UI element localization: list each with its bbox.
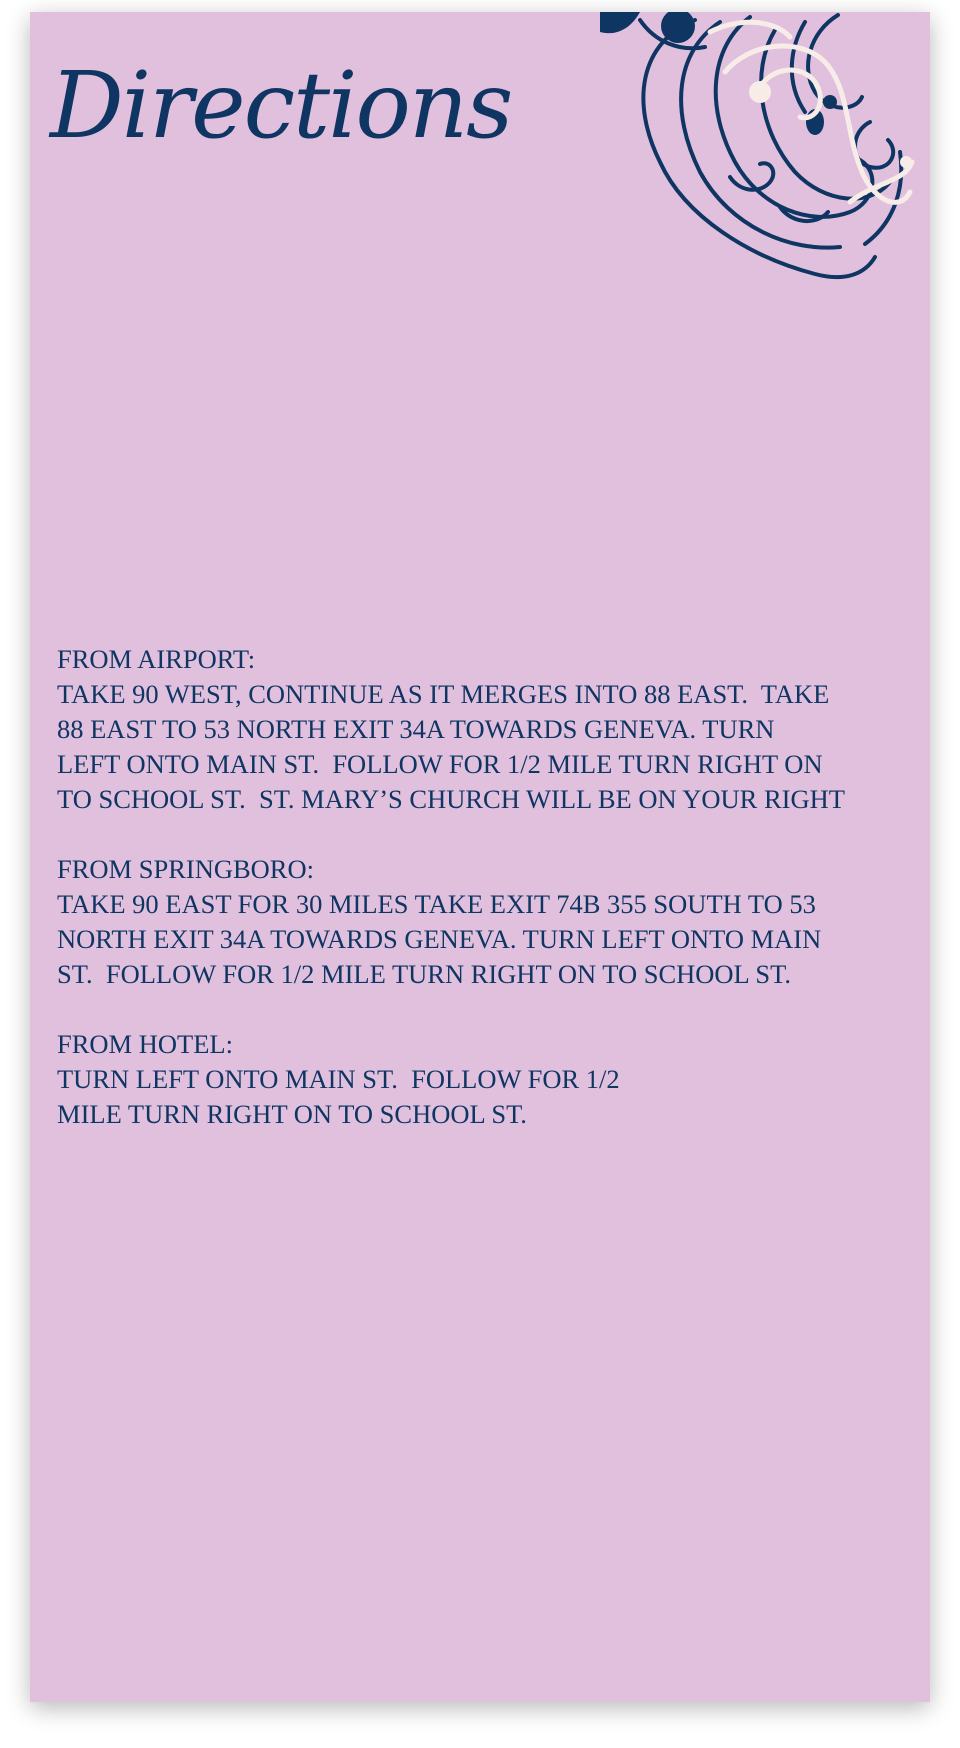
directions-card [30,12,930,1702]
direction-line: LEFT ONTO MAIN ST. FOLLOW FOR 1/2 MILE TURN RIGHT ON [57,749,823,779]
section-from-hotel [57,1027,917,1132]
direction-line: TO SCHOOL ST. ST. MARY’S CHURCH WILL BE ON YOUR RIGHT [57,784,845,814]
section-heading: FROM SPRINGBORO: [57,854,314,884]
section-from-springboro [57,852,917,992]
page-title: Directions [50,52,512,159]
direction-line: TAKE 90 EAST FOR 30 MILES TAKE EXIT 74B 355 SOUTH TO 53 [57,889,816,919]
section-heading: FROM AIRPORT: [57,644,256,674]
direction-line: TURN LEFT ONTO MAIN ST. FOLLOW FOR 1/2 [57,1064,620,1094]
direction-line: TAKE 90 WEST, CONTINUE AS IT MERGES INTO 88 EAST. TAKE [57,679,830,709]
direction-line: 88 EAST TO 53 NORTH EXIT 34A TOWARDS GENEVA. TURN [57,714,775,744]
direction-line: MILE TURN RIGHT ON TO SCHOOL ST. [57,1099,527,1129]
direction-line: ST. FOLLOW FOR 1/2 MILE TURN RIGHT ON TO SCHOOL ST. [57,959,791,989]
directions-body [57,642,917,1167]
direction-line: NORTH EXIT 34A TOWARDS GENEVA. TURN LEFT ONTO MAIN [57,924,822,954]
section-from-airport [57,642,917,817]
section-heading: FROM HOTEL: [57,1029,233,1059]
swirl-flourish-icon [600,12,930,302]
